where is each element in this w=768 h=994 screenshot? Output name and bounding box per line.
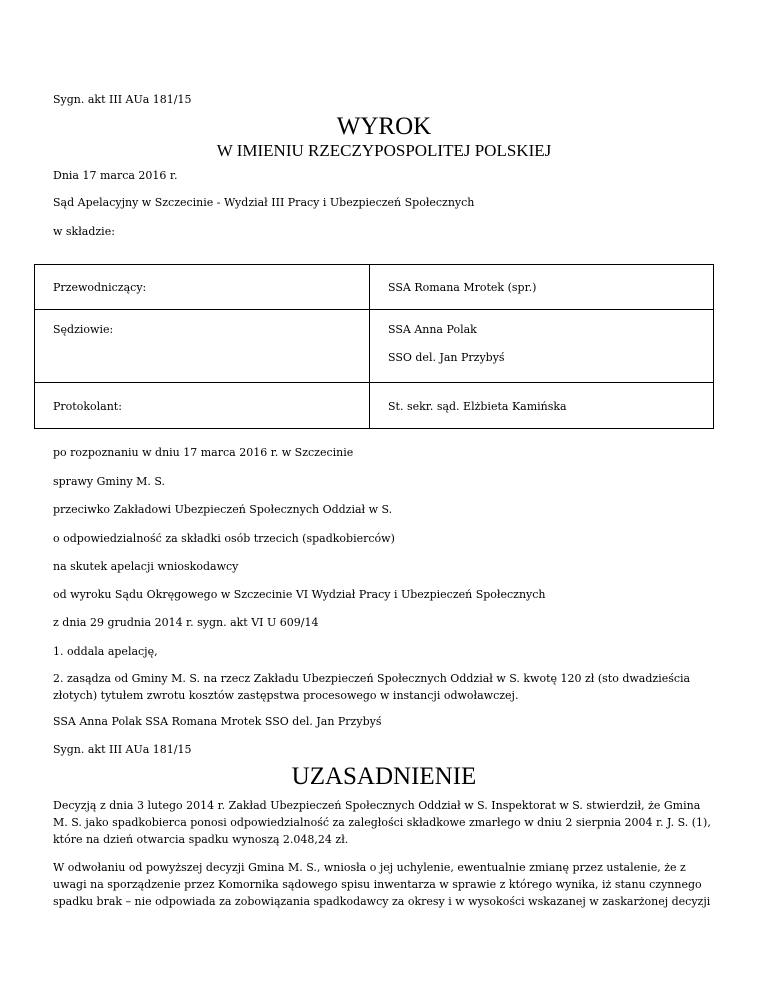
date-line: Dnia 17 marca 2016 r. [53, 169, 178, 182]
panel-row-presiding [35, 265, 714, 310]
proceedings-line-1: po rozpoznaniu w dniu 17 marca 2016 r. w Szczecinie [53, 446, 354, 459]
justification-paragraph-2: W odwołaniu od powyższej decyzji Gmina M. S., wniosła o jej uchylenie, ewentualnie zmianę przez ustalenie, że z uwagi na sporządzenie przez Komornika sądowego spisu inwentarza w sprawie z którego wynika, iż stanu czynnego spadku brak – nie odpowiada za zobowiązania spadkodawcy za okresy i w wysokości wskazanej w zaskarżonej decyzji [53, 861, 711, 908]
proceedings-line-3: przeciwko Zakładowi Ubezpieczeń Społecznych Oddział w S. [53, 503, 393, 516]
proceedings-line-6: od wyroku Sądu Okręgowego w Szczecinie VI Wydział Pracy i Ubezpieczeń Społecznych [53, 588, 546, 601]
case-number: Sygn. akt III AUa 181/15 [53, 93, 192, 106]
panel-row-clerk [35, 383, 714, 429]
judges-label: Sędziowie: [35, 310, 370, 383]
judge-1: SSA Anna Polak [388, 323, 477, 336]
panel-table [34, 264, 714, 429]
presiding-label: Przewodniczący: [35, 265, 370, 310]
judgment-title: WYROK [336, 113, 432, 140]
proceedings-line-2: sprawy Gminy M. S. [53, 475, 166, 488]
judges-values [370, 310, 714, 383]
presiding-value: SSA Romana Mrotek (spr.) [370, 265, 714, 310]
justification-paragraph-1: Decyzją z dnia 3 lutego 2014 r. Zakład Ubezpieczeń Społecznych Oddział w S. Inspektorat w S. stwierdził, że Gmina M. S. jako spadkobierca ponosi odpowiedzialność za zaległości składkowe zmarłego w dniu 2 sierpnia 2004 r. J. S. (1), które na dzień otwarcia spadku wynoszą 2.048,24 zł. [53, 799, 711, 846]
judgment-subtitle: W IMIENIU RZECZYPOSPOLITEJ POLSKIEJ [216, 141, 552, 160]
proceedings-line-5: na skutek apelacji wnioskodawcy [53, 560, 239, 573]
ruling-item-1: 1. oddala apelację, [53, 645, 158, 658]
case-number-2: Sygn. akt III AUa 181/15 [53, 743, 192, 756]
clerk-label: Protokolant: [35, 383, 370, 429]
proceedings-line-4: o odpowiedzialność za składki osób trzecich (spadkobierców) [53, 532, 395, 545]
proceedings-line-7: z dnia 29 grudnia 2014 r. sygn. akt VI U 609/14 [53, 616, 319, 629]
composition-label: w składzie: [53, 225, 115, 238]
judge-2: SSO del. Jan Przybyś [388, 351, 505, 364]
clerk-value: St. sekr. sąd. Elżbieta Kamińska [370, 383, 714, 429]
signatures: SSA Anna Polak SSA Romana Mrotek SSO del. Jan Przybyś [53, 715, 382, 728]
ruling-item-2: 2. zasądza od Gminy M. S. na rzecz Zakładu Ubezpieczeń Społecznych Oddział w S. kwotę 120 zł (sto dwadzieścia złotych) tytułem zwrotu kosztów zastępstwa procesowego w instancji odwoławczej. [53, 672, 691, 702]
court-line: Sąd Apelacyjny w Szczecinie - Wydział III Pracy i Ubezpieczeń Społecznych [53, 196, 475, 209]
justification-title: UZASADNIENIE [291, 763, 477, 790]
panel-row-judges [35, 310, 714, 383]
